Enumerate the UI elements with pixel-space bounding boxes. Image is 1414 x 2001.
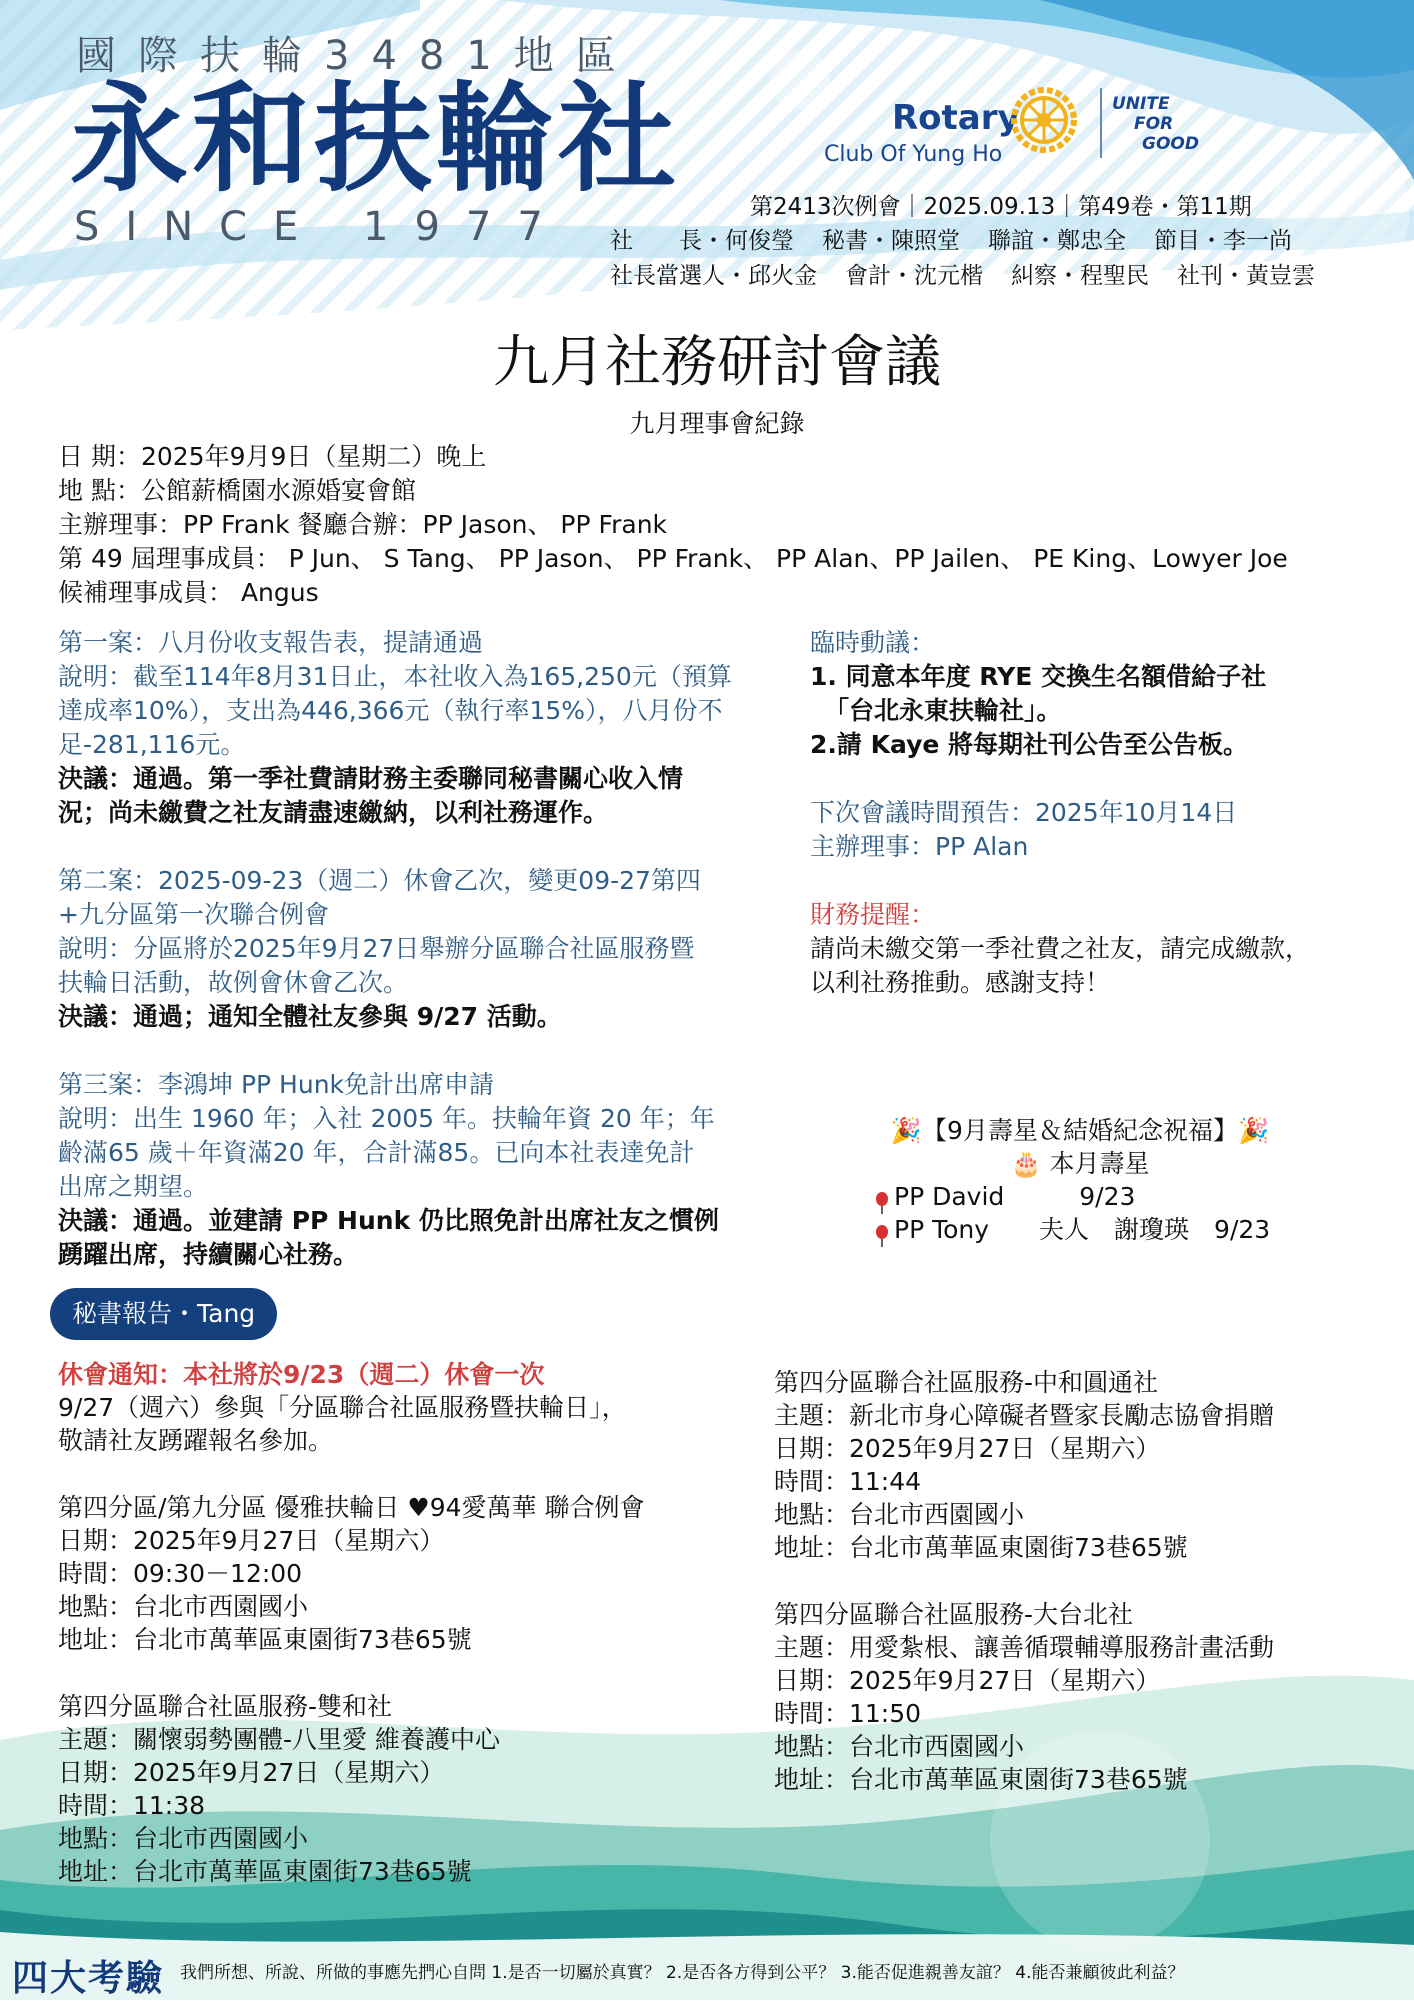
meeting-info: 日 期：2025年9月9日（星期二）晚上 地 點：公館薪橋園水源婚宴會館 主辦理事：PP Frank 餐廳合辦：PP Jason、 PP Frank 第 49 屆理事成員： P Jun、 S Tang、 PP Jason、 PP Frank、 PP Alan、PP Jailen、 PE King、Lowyer Joe 候補理事成員： Angus bbox=[58, 442, 1288, 607]
birthday-title: 🎉【9月壽星＆結婚紀念祝福】🎉 bbox=[890, 1116, 1270, 1145]
event-block: 第四分區/第九分區 優雅扶輪日 ♥94愛萬華 聯合例會 日期：2025年9月27日（星期六） 時間：09:30－12:00 地點：台北市西園國小 地址：台北市萬華區東園街73巷65號 bbox=[58, 1493, 645, 1654]
interim-column: 臨時動議： 1. 同意本年度 RYE 交換生名額借給子社 「台北永東扶輪社」。 2.請 Kaye 將每期社刊公告至公告板。 下次會議時間預告：2025年10月14日 主辦理事：PP Alan 財務提醒： 請尚未繳交第一季社費之社友，請完成繳款， 以利社務推動。感謝支持！ bbox=[810, 626, 1410, 1000]
next-host: 主辦理事：PP Alan bbox=[810, 832, 1029, 861]
cases-column bbox=[58, 626, 788, 1272]
closure-notice: 休會通知：本社將於9/23（週二）休會一次 bbox=[58, 1360, 545, 1389]
four-way-test-title: 四大考驗 bbox=[12, 1958, 165, 1999]
interim-title: 臨時動議： bbox=[810, 628, 936, 657]
balloon-icon bbox=[876, 1225, 888, 1239]
unite-for-good-logo: UNITE FOR GOOD bbox=[1112, 94, 1199, 154]
event-block: 第四分區聯合社區服務-中和圓通社 主題：新北市身心障礙者暨家長勵志協會捐贈 日期：2025年9月27日（星期六） 時間：11:44 地點：台北市西園國小 地址：台北市萬華區東園街73巷65號 bbox=[774, 1368, 1275, 1562]
birthday-subtitle: 🎂 本月壽星 bbox=[1010, 1149, 1150, 1178]
secretary-left-column: 休會通知：本社將於9/23（週二）休會一次 9/27（週六）參與「分區聯合社區服務暨扶輪日」， 敬請社友踴躍報名參加。 第四分區/第九分區 優雅扶輪日 ♥94愛萬華 聯合例會 日期：2025年9月27日（星期六） 時間：09:30－12:00 地點：台北市西園國小 地址：台北市萬華區東園街73巷65號 第四分區聯合社區服務-雙和社 主題：關懷弱勢團體-八里愛 維養護中心 日期：2025年9月27日（星期六） 時間：11:38 地點：台北市西園國小 地址：台北市萬華區東園街73巷65號 bbox=[58, 1358, 798, 1922]
birthday-section: 🎉【9月壽星＆結婚紀念祝福】🎉 🎂 本月壽星 PP David 9/23 PP Tony 夫人 謝瓊瑛 9/23 bbox=[860, 1114, 1300, 1246]
logo-divider bbox=[1100, 88, 1102, 158]
district-name: 國際扶輪3481地區 bbox=[76, 33, 638, 79]
issue-info: 第2413次例會｜2025.09.13｜第49卷・第11期 bbox=[750, 194, 1252, 220]
next-meeting: 下次會議時間預告：2025年10月14日 bbox=[810, 798, 1238, 827]
since-year: SINCE 1977 bbox=[74, 204, 569, 250]
rotary-club-sub: Club Of Yung Ho bbox=[824, 142, 1003, 167]
page-subtitle: 九月理事會紀錄 bbox=[629, 409, 805, 438]
club-name: 永和扶輪社 bbox=[70, 70, 681, 208]
event-block: 第四分區聯合社區服務-大台北社 主題：用愛紮根、讓善循環輔導服務計畫活動 日期：2025年9月27日（星期六） 時間：11:50 地點：台北市西園國小 地址：台北市萬華區東園街73巷65號 bbox=[774, 1600, 1275, 1794]
officer-list: 社 長・何俊瑩 秘書・陳照堂 聯誼・鄭忠全 節目・李一尚 社長當選人・邱火金 會計・沈元楷 糾察・程聖民 社刊・黃豈雲 bbox=[610, 228, 1315, 289]
rotary-logo-text: Rotary bbox=[892, 98, 1020, 138]
secretary-report-badge: 秘書報告・Tang bbox=[50, 1288, 277, 1340]
secretary-right-column bbox=[774, 1366, 1404, 1830]
case-2: 第二案：2025-09-23（週二）休會乙次，變更09-27第四 +九分區第一次聯合例會 說明：分區將於2025年9月27日舉辦分區聯合社區服務暨 扶輪日活動，故例會休會乙次。 決議：通過；通知全體社友參與 9/27 活動。 bbox=[58, 866, 701, 1031]
case-3: 第三案：李鴻坤 PP Hunk免計出席申請 說明：出生 1960 年；入社 2005 年。扶輪年資 20 年；年 齡滿65 歲＋年資滿20 年，合計滿85。已向本社表達免計 出席之期望。 決議：通過。並建請 PP Hunk 仍比照免計出席社友之慣例 踴躍出席，持續關心社務。 bbox=[58, 1070, 719, 1269]
event-block: 第四分區聯合社區服務-雙和社 主題：關懷弱勢團體-八里愛 維養護中心 日期：2025年9月27日（星期六） 時間：11:38 地點：台北市西園國小 地址：台北市萬華區東園街73巷65號 bbox=[58, 1692, 500, 1886]
balloon-icon bbox=[876, 1192, 888, 1206]
four-way-test-text: 我們所想、所說、所做的事應先捫心自問 1.是否一切屬於真實？ 2.是否各方得到公平？ 3.能否促進親善友誼？ 4.能否兼顧彼此利益？ bbox=[180, 1963, 1185, 1983]
case-1: 第一案：八月份收支報告表，提請通過 說明：截至114年8月31日止，本社收入為165,250元（預算 達成率10%），支出為446,366元（執行率15%），八月份不 足-281,116元。 決議：通過。第一季社費請財務主委聯同秘書關心收入情 況；尚未繳費之社友請盡速繳納，以利社務運作。 bbox=[58, 628, 732, 827]
page-title: 九月社務研討會議 bbox=[493, 330, 941, 395]
finance-title: 財務提醒： bbox=[810, 900, 936, 929]
rotary-wheel-icon bbox=[1010, 86, 1078, 154]
